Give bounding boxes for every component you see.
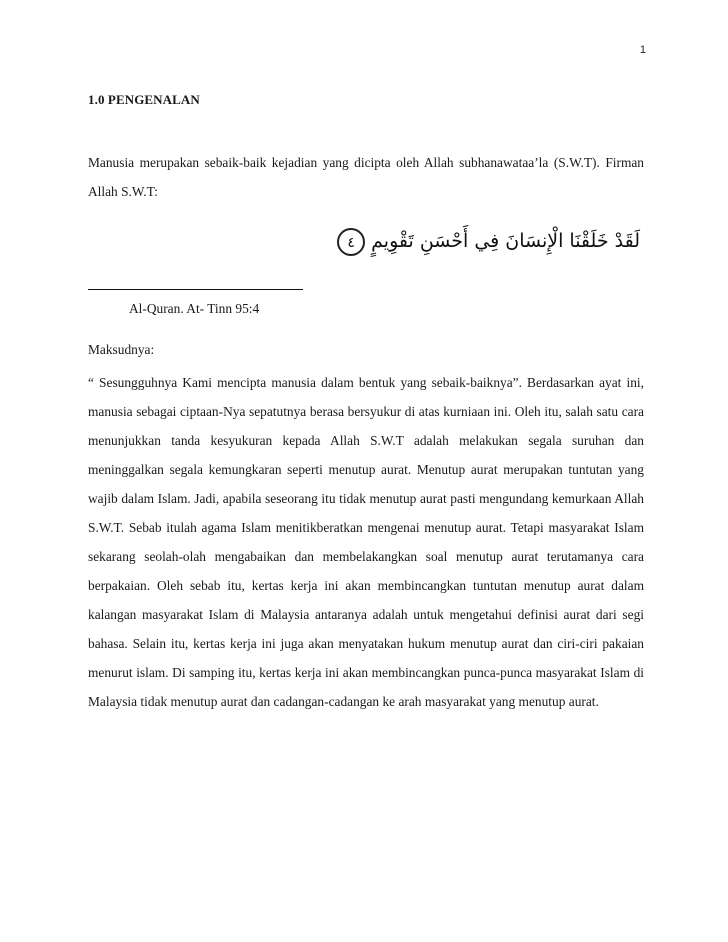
quran-verse	[318, 222, 640, 260]
footnote: Al-Quran. At- Tinn 95:4	[129, 301, 260, 316]
page-number: 1	[639, 44, 646, 56]
body-paragraph: “ Sesungguhnya Kami mencipta manusia dalam bentuk yang sebaik-baiknya”. Berdasarkan ayat ini, manusia sebagai ciptaan-Nya sepatutnya berasa bersyukur di atas kurniaan ini. Oleh itu, salah satu cara menunjukkan tanda kesyukuran kepada Allah S.W.T adalah melakukan segala suruhan dan meninggalkan segala kemungkaran seperti menutup aurat. Menutup aurat merupakan tuntutan yang wajib dalam Islam. Jadi, apabila seseorang itu tidak menutup aurat pasti mengundang kemurkaan Allah S.W.T. Sebab itulah agama Islam menitikberatkan mengenai menutup aurat. Tetapi masyarakat Islam sekarang seolah-olah mengabaikan dan membelakangkan soal menutup aurat terutamanya cara berpakaian. Oleh sebab itu, kertas kerja ini akan membincangkan tuntutan menutup aurat dalam kalangan masyarakat Islam di Malaysia antaranya adalah untuk mengetahui definisi aurat dari segi bahasa. Selain itu, kertas kerja ini juga akan menyatakan hukum menutup aurat dan ciri-ciri pakaian menurut islam. Di samping itu, kertas kerja ini akan membincangkan punca-punca masyarakat Islam di Malaysia tidak menutup aurat dan cadangan-cadangan ke arah masyarakat yang menutup aurat.	[88, 375, 644, 709]
ayah-end-marker-icon: ٤	[337, 228, 365, 256]
maksud-label: Maksudnya:	[88, 342, 155, 357]
intro-paragraph: Manusia merupakan sebaik-baik kejadian yang dicipta oleh Allah subhanawataa’la (S.W.T). Firman Allah S.W.T:	[88, 155, 644, 199]
footnote-separator	[88, 289, 303, 290]
verse-arabic-text: لَقَدْ خَلَقْنَا الْإِنسَانَ فِي أَحْسَنِ تَقْوِيمٍ	[371, 230, 640, 252]
section-heading: 1.0 PENGENALAN	[88, 92, 200, 107]
